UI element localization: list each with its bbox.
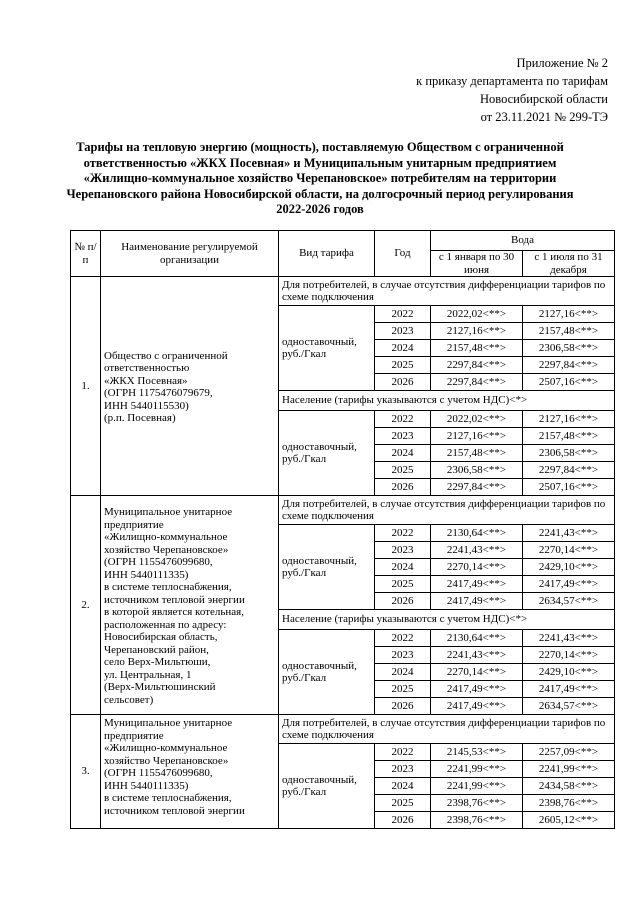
value-first-half: 2398,76<**> xyxy=(431,812,523,829)
row-number: 2. xyxy=(71,496,101,715)
organization-line: источником тепловой энергии xyxy=(104,804,245,817)
organization-line: предприятие xyxy=(104,518,164,531)
header-period1: с 1 января по 30 июня xyxy=(431,251,523,277)
organization-line: Муниципальное унитарное xyxy=(104,506,233,518)
organization-line: ИНН 5440111335) xyxy=(104,779,189,792)
value-first-half: 2145,53<**> xyxy=(431,744,523,761)
value-second-half: 2127,16<**> xyxy=(523,411,615,428)
value-first-half: 2241,43<**> xyxy=(431,647,523,664)
organization-line: Общество с ограниченной xyxy=(104,349,228,362)
year-cell: 2026 xyxy=(375,479,431,496)
value-first-half: 2157,48<**> xyxy=(431,445,523,462)
tariff-type-cell: одноставочный, руб./Гкал xyxy=(279,525,375,610)
year-cell: 2023 xyxy=(375,323,431,340)
organization-line: ИНН 5440115530) xyxy=(104,399,189,412)
organization-line: ул. Центральная, 1 xyxy=(104,668,192,681)
value-first-half: 2417,49<**> xyxy=(431,681,523,698)
value-second-half: 2241,99<**> xyxy=(523,761,615,778)
tariff-type-cell: одноставочный, руб./Гкал xyxy=(279,411,375,496)
organization-line: (ОГРН 1155476099680, xyxy=(104,767,213,779)
value-second-half: 2605,12<**> xyxy=(523,812,615,829)
organization-line: источником тепловой энергии xyxy=(104,593,245,606)
value-first-half: 2297,84<**> xyxy=(431,357,523,374)
organization-line: (Верх-Мильтюшинский xyxy=(104,681,216,693)
value-first-half: 2022,02<**> xyxy=(431,411,523,428)
organization-line: (ОГРН 1155476099680, xyxy=(104,556,213,568)
header-year: Год xyxy=(375,231,431,277)
header-num: № п/п xyxy=(71,231,101,277)
header-org: Наименование регулируемой организации xyxy=(101,231,279,277)
organization-line: (ОГРН 1175476079679, xyxy=(104,387,213,399)
value-second-half: 2127,16<**> xyxy=(523,306,615,323)
year-cell: 2025 xyxy=(375,681,431,698)
year-cell: 2026 xyxy=(375,812,431,829)
value-first-half: 2270,14<**> xyxy=(431,559,523,576)
value-second-half: 2270,14<**> xyxy=(523,542,615,559)
row-number: 1. xyxy=(71,277,101,496)
year-cell: 2024 xyxy=(375,778,431,795)
year-cell: 2022 xyxy=(375,306,431,323)
organization-cell xyxy=(101,277,279,496)
value-second-half: 2297,84<**> xyxy=(523,462,615,479)
year-cell: 2024 xyxy=(375,664,431,681)
year-cell: 2022 xyxy=(375,744,431,761)
value-first-half: 2270,14<**> xyxy=(431,664,523,681)
year-cell: 2023 xyxy=(375,647,431,664)
value-second-half: 2398,76<**> xyxy=(523,795,615,812)
year-cell: 2023 xyxy=(375,428,431,445)
value-first-half: 2241,43<**> xyxy=(431,542,523,559)
value-second-half: 2297,84<**> xyxy=(523,357,615,374)
organization-cell xyxy=(101,715,279,829)
appendix-line: к приказу департамента по тарифам xyxy=(416,74,608,88)
appendix-block xyxy=(416,54,608,126)
value-second-half: 2417,49<**> xyxy=(523,576,615,593)
consumer-category: Для потребителей, в случае отсутствия дифференциации тарифов по схеме подключения xyxy=(279,277,615,306)
organization-line: «ЖКХ Посевная» xyxy=(104,374,188,387)
value-first-half: 2157,48<**> xyxy=(431,340,523,357)
value-second-half: 2157,48<**> xyxy=(523,323,615,340)
row-number: 3. xyxy=(71,715,101,829)
organization-line: в системе теплоснабжения, xyxy=(104,792,232,804)
header-period2: с 1 июля по 31 декабря xyxy=(523,251,615,277)
value-first-half: 2297,84<**> xyxy=(431,479,523,496)
year-cell: 2024 xyxy=(375,340,431,357)
value-first-half: 2130,64<**> xyxy=(431,525,523,542)
value-first-half: 2417,49<**> xyxy=(431,698,523,715)
value-first-half: 2022,02<**> xyxy=(431,306,523,323)
year-cell: 2025 xyxy=(375,576,431,593)
header-water: Вода xyxy=(431,231,615,251)
value-second-half: 2429,10<**> xyxy=(523,664,615,681)
year-cell: 2026 xyxy=(375,698,431,715)
year-cell: 2025 xyxy=(375,357,431,374)
year-cell: 2022 xyxy=(375,630,431,647)
organization-line: хозяйство Черепановское» xyxy=(104,754,229,767)
organization-line: «Жилищно-коммунальное xyxy=(104,742,228,754)
organization-line: «Жилищно-коммунальное xyxy=(104,531,228,543)
value-first-half: 2297,84<**> xyxy=(431,374,523,391)
value-second-half: 2634,57<**> xyxy=(523,593,615,610)
value-second-half: 2429,10<**> xyxy=(523,559,615,576)
organization-cell xyxy=(101,496,279,715)
year-cell: 2022 xyxy=(375,525,431,542)
year-cell: 2025 xyxy=(375,462,431,479)
organization-line: (р.п. Посевная) xyxy=(104,412,176,424)
consumer-category: Население (тарифы указываются с учетом НДС)<*> xyxy=(279,610,615,630)
value-second-half: 2306,58<**> xyxy=(523,340,615,357)
organization-line: Новосибирская область, xyxy=(104,631,218,643)
year-cell: 2023 xyxy=(375,542,431,559)
tariff-type-cell: одноставочный, руб./Гкал xyxy=(279,630,375,715)
organization-line: сельсовет) xyxy=(104,693,154,706)
tariff-table xyxy=(70,230,615,829)
value-first-half: 2306,58<**> xyxy=(431,462,523,479)
tariff-type-cell: одноставочный, руб./Гкал xyxy=(279,306,375,391)
value-first-half: 2241,99<**> xyxy=(431,761,523,778)
appendix-line: от 23.11.2021 № 299-ТЭ xyxy=(480,110,608,124)
year-cell: 2026 xyxy=(375,593,431,610)
organization-line: расположенная по адресу: xyxy=(104,618,227,631)
value-first-half: 2130,64<**> xyxy=(431,630,523,647)
organization-line: Черепановский район, xyxy=(104,643,209,656)
organization-line: ИНН 5440111335) xyxy=(104,568,189,581)
value-second-half: 2634,57<**> xyxy=(523,698,615,715)
value-first-half: 2241,99<**> xyxy=(431,778,523,795)
value-second-half: 2270,14<**> xyxy=(523,647,615,664)
value-first-half: 2417,49<**> xyxy=(431,593,523,610)
organization-line: предприятие xyxy=(104,729,164,742)
year-cell: 2024 xyxy=(375,445,431,462)
value-second-half: 2306,58<**> xyxy=(523,445,615,462)
year-cell: 2022 xyxy=(375,411,431,428)
value-second-half: 2241,43<**> xyxy=(523,630,615,647)
table-body xyxy=(71,277,615,829)
appendix-line: Новосибирской области xyxy=(479,92,608,106)
value-first-half: 2417,49<**> xyxy=(431,576,523,593)
value-first-half: 2127,16<**> xyxy=(431,428,523,445)
value-first-half: 2127,16<**> xyxy=(431,323,523,340)
value-first-half: 2398,76<**> xyxy=(431,795,523,812)
value-second-half: 2507,16<**> xyxy=(523,479,615,496)
consumer-category: Население (тарифы указываются с учетом НДС)<*> xyxy=(279,391,615,411)
document-title: Тарифы на тепловую энергию (мощность), поставляемую Обществом с ограниченной ответственностью «ЖКХ Посевная» и Муниципальным унитарным предприятием «Жилищно-коммунальное хозяйство Черепановское» потребителям на территории Черепановского района Новосибирской области, на долгосрочный период регулирования 2022-2026 годов xyxy=(66,140,574,216)
year-cell: 2023 xyxy=(375,761,431,778)
year-cell: 2024 xyxy=(375,559,431,576)
value-second-half: 2257,09<**> xyxy=(523,744,615,761)
value-second-half: 2507,16<**> xyxy=(523,374,615,391)
organization-line: в системе теплоснабжения, xyxy=(104,581,232,593)
consumer-category: Для потребителей, в случае отсутствия дифференциации тарифов по схеме подключения xyxy=(279,496,615,525)
organization-line: ответственностью xyxy=(104,362,190,374)
year-cell: 2025 xyxy=(375,795,431,812)
value-second-half: 2434,58<**> xyxy=(523,778,615,795)
year-cell: 2026 xyxy=(375,374,431,391)
organization-line: в которой является котельная, xyxy=(104,606,244,618)
value-second-half: 2417,49<**> xyxy=(523,681,615,698)
header-tariff-type: Вид тарифа xyxy=(279,231,375,277)
organization-line: хозяйство Черепановское» xyxy=(104,543,229,556)
tariff-type-cell: одноставочный, руб./Гкал xyxy=(279,744,375,829)
consumer-category: Для потребителей, в случае отсутствия дифференциации тарифов по схеме подключения xyxy=(279,715,615,744)
value-second-half: 2241,43<**> xyxy=(523,525,615,542)
value-second-half: 2157,48<**> xyxy=(523,428,615,445)
organization-line: Муниципальное унитарное xyxy=(104,717,233,729)
organization-line: село Верх-Мильтюши, xyxy=(104,656,211,668)
appendix-line: Приложение № 2 xyxy=(516,56,608,70)
